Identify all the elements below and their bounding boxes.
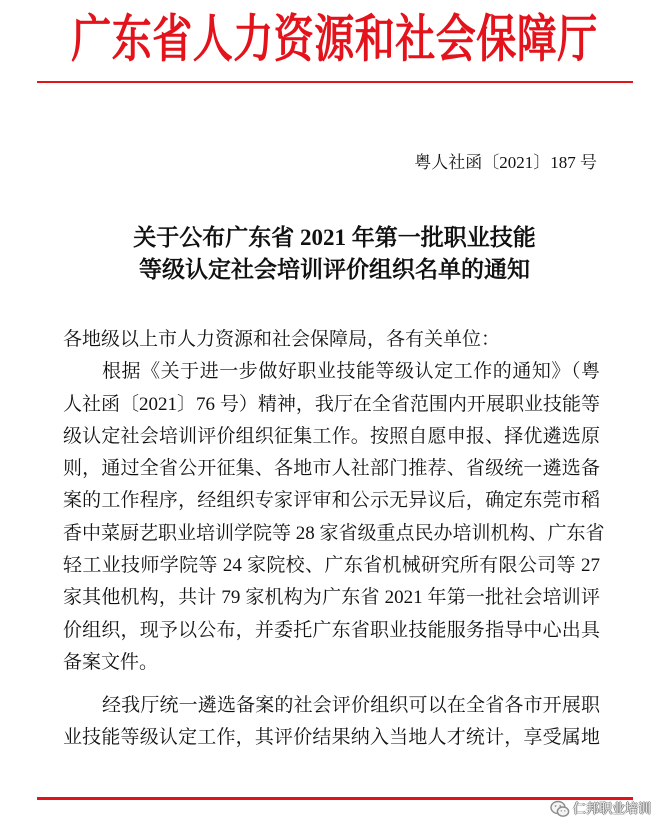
paragraph-line: 家其他机构，共计 79 家机构为广东省 2021 年第一批社会培训评 [63,587,600,609]
paragraph-line: 轻工业技师学院等 24 家院校、广东省机械研究所有限公司等 27 [63,555,600,577]
wechat-icon [550,800,570,818]
document-title [0,222,669,286]
footer-rule [37,797,633,800]
paragraph-line: 级认定社会培训评价组织征集工作。按照自愿申报、择优遴选原 [63,425,600,447]
paragraph-line: 业技能等级认定工作，其评价结果纳入当地人才统计，享受属地 [63,727,600,749]
paragraph-line: 则，通过全省公开征集、各地市人社部门推荐、省级统一遴选备 [63,458,600,480]
paragraph-line: 根据《关于进一步做好职业技能等级认定工作的通知》（粤 [102,361,600,383]
body-paragraph [63,690,600,755]
paragraph-line: 经我厅统一遴选备案的社会评价组织可以在全省各市开展职 [102,694,600,716]
paragraph-line: 人社函〔2021〕76 号）精神，我厅在全省范围内开展职业技能等 [63,393,600,415]
header-rule [37,81,633,83]
watermark [550,799,651,819]
paragraph-line: 香中菜厨艺职业培训学院等 28 家省级重点民办培训机构、广东省 [63,522,605,544]
paragraph-line: 备案文件。 [63,651,159,673]
gov-header-title: 广东省人力资源和社会保障厅 [71,10,598,69]
title-line: 关于公布广东省 2021 年第一批职业技能 [133,225,536,250]
paragraph-line: 案的工作程序，经组织专家评审和公示无异议后，确定东莞市稻 [63,490,600,512]
body-paragraph [63,356,605,679]
document-number: 粤人社函〔2021〕187 号 [414,153,597,172]
salutation: 各地级以上市人力资源和社会保障局，各有关单位： [63,329,501,350]
watermark-label: 仁邦职业培训 [572,801,651,816]
document-body [63,324,605,754]
paragraph-line: 价组织，现予以公布，并委托广东省职业技能服务指导中心出具 [63,619,600,641]
title-line: 等级认定社会培训评价组织名单的通知 [139,257,530,282]
